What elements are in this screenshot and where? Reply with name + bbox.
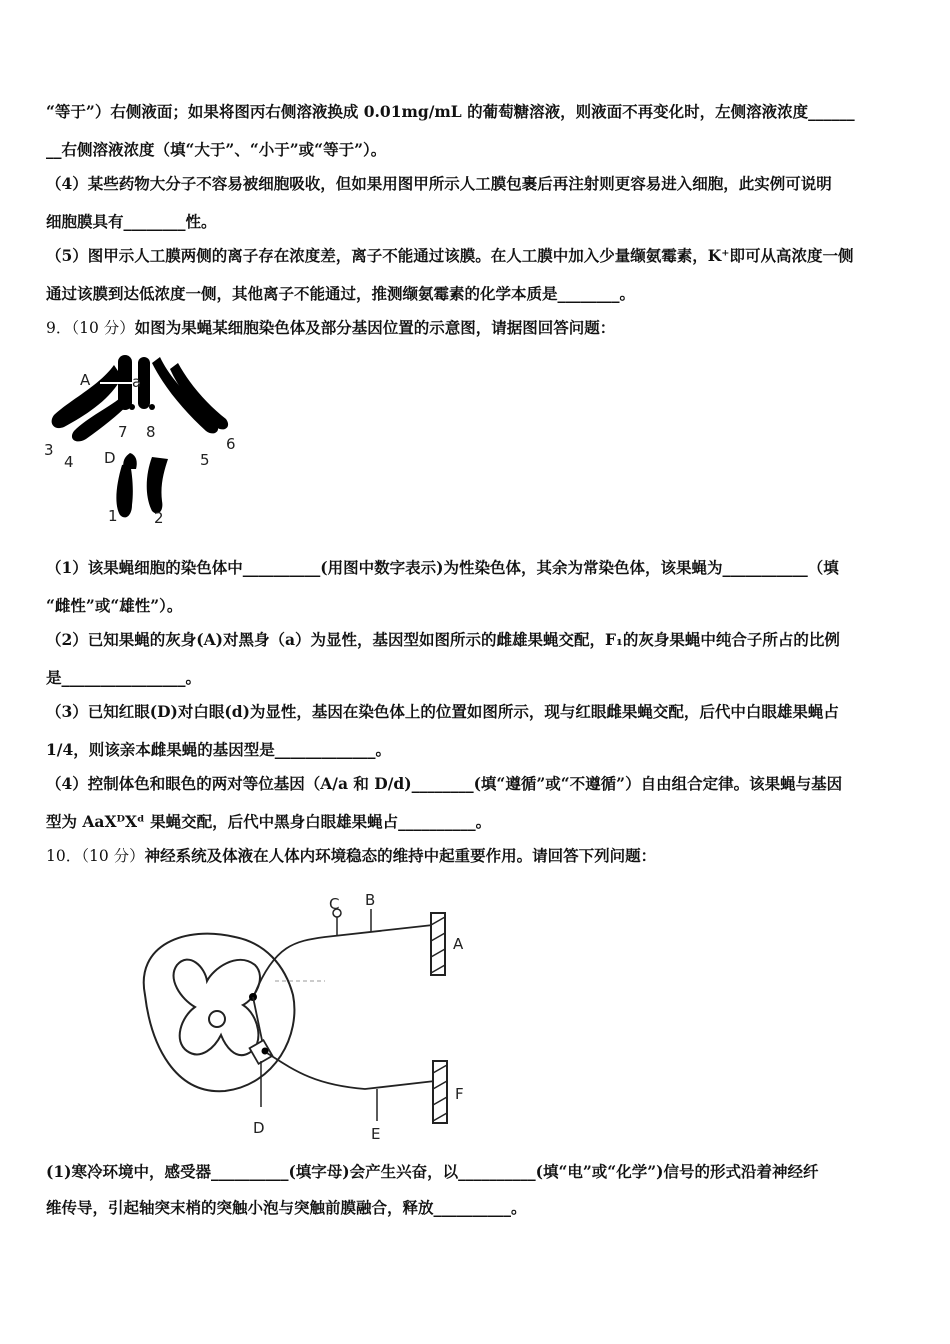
text-line-1: “等于”）右侧液面；如果将图丙右侧溶液换成 0.01mg/mL 的葡萄糖溶液，则液面不再变化时，左侧溶液浓度______	[46, 102, 855, 121]
text-line-2: __右侧溶液浓度（填“大于”、“小于”或“等于”）。	[46, 140, 387, 159]
question-score: （10 分）	[71, 319, 135, 337]
label-D: D	[253, 1119, 265, 1137]
label-4: 4	[64, 453, 74, 471]
label-a: a	[132, 373, 142, 391]
chromosome-figure	[40, 345, 250, 530]
chromosome-2	[147, 457, 168, 513]
central-canal	[209, 1011, 225, 1027]
label-D: D	[104, 449, 116, 467]
reflex-arc-figure	[125, 885, 485, 1150]
spinal-cord-outline	[144, 934, 295, 1092]
afferent-nerve	[255, 925, 433, 993]
question-9-header	[46, 318, 908, 338]
q9-part-1b: “雌性”或“雄性”）。	[46, 596, 183, 615]
q10-part-1b: 维传导，引起轴突末梢的突触小泡与突触前膜融合，释放__________。	[46, 1198, 527, 1217]
label-F: F	[455, 1085, 464, 1103]
question-10-header	[46, 846, 908, 866]
gray-matter	[174, 960, 260, 1056]
label-5: 5	[200, 451, 210, 469]
question-score: （10 分）	[81, 847, 145, 865]
label-8: 8	[146, 423, 156, 441]
label-A: A	[453, 935, 464, 953]
q9-part-4a: （4）控制体色和眼色的两对等位基因（A/a 和 D/d)________(填“遵循”或“不遵循”）自由组合定律。该果蝇与基因	[46, 774, 843, 793]
label-6: 6	[226, 435, 236, 453]
q9-part-1a: （1）该果蝇细胞的染色体中__________(用图中数字表示)为性染色体，其余为常染色体，该果蝇为___________（填	[46, 558, 839, 577]
label-E: E	[371, 1125, 381, 1143]
q9-part-2b: 是________________。	[46, 668, 202, 687]
question-number: 10．	[46, 847, 82, 865]
synapse-D	[250, 1040, 273, 1064]
label-1: 1	[108, 507, 118, 525]
chromosome-5	[152, 357, 218, 433]
q10-part-1a: (1)寒冷环境中，感受器__________(填字母)会产生兴奋，以__________(填“电”或“化学”)信号的形式沿着神经纤	[46, 1162, 819, 1181]
question-stem: 如图为果蝇某细胞染色体及部分基因位置的示意图，请据图回答问题：	[134, 318, 616, 337]
question-number: 9．	[46, 319, 72, 337]
chromosome-1	[116, 463, 132, 517]
q9-part-3b: 1/4，则该亲本雌果蝇的基因型是_____________。	[46, 740, 391, 759]
label-A: A	[80, 371, 91, 389]
label-3: 3	[44, 441, 54, 459]
q9-part-3a: （3）已知红眼(D)对白眼(d)为显性，基因在染色体上的位置如图所示，现与红眼雌果蝇交配，后代中白眼雄果蝇占	[46, 702, 839, 721]
q9-part-4b: 型为 AaXᴰXᵈ 果蝇交配，后代中黑身白眼雄果蝇占__________。	[46, 812, 492, 831]
text-line-4: 细胞膜具有________性。	[46, 212, 217, 231]
efferent-nerve	[267, 1053, 435, 1089]
text-line-6: 通过该膜到达低浓度一侧，其他离子不能通过，推测缬氨霉素的化学本质是________。	[46, 284, 636, 303]
text-line-5: （5）图甲示人工膜两侧的离子存在浓度差，离子不能通过该膜。在人工膜中加入少量缬氨霉素，K⁺即可从高浓度一侧	[46, 246, 854, 265]
label-C: C	[329, 895, 340, 913]
label-7: 7	[118, 423, 128, 441]
label-B: B	[365, 891, 376, 909]
text-line-3: （4）某些药物大分子不容易被细胞吸收，但如果用图甲所示人工膜包裹后再注射则更容易进入细胞，此实例可说明	[46, 174, 832, 193]
q9-part-2a: （2）已知果蝇的灰身(A)对黑身（a）为显性，基因型如图所示的雌雄果蝇交配，F₁的灰身果蝇中纯合子所占的比例	[46, 630, 840, 649]
question-stem: 神经系统及体液在人体内环境稳态的维持中起重要作用。请回答下列问题：	[144, 846, 657, 865]
label-2: 2	[154, 509, 164, 527]
